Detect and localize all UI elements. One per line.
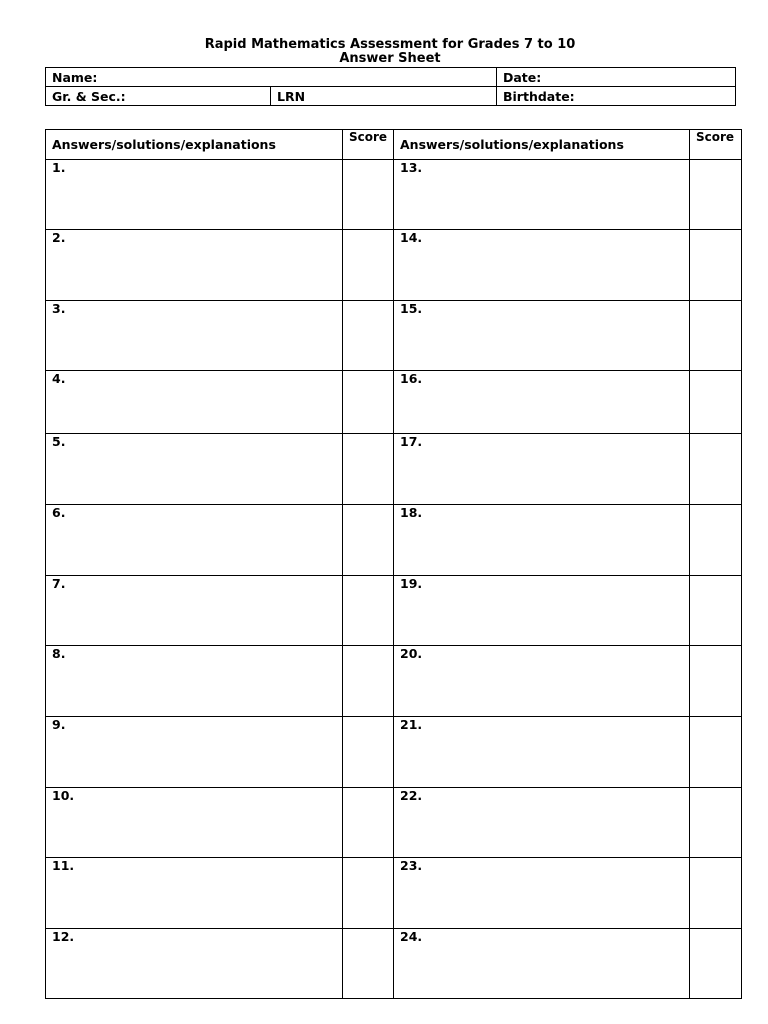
answers-column-header-right: Answers/solutions/explanations xyxy=(394,130,690,160)
answer-cell[interactable]: 17. xyxy=(394,434,690,505)
answer-row xyxy=(46,230,742,301)
answer-row xyxy=(46,929,742,999)
answer-cell[interactable]: 3. xyxy=(46,301,343,371)
score-cell[interactable] xyxy=(690,505,742,576)
answer-sheet-header-row xyxy=(46,130,742,160)
score-cell[interactable] xyxy=(690,576,742,646)
info-row-details xyxy=(46,87,736,106)
answer-cell[interactable]: 7. xyxy=(46,576,343,646)
answer-row xyxy=(46,646,742,717)
score-cell[interactable] xyxy=(343,858,394,929)
score-column-header-left: Score xyxy=(343,130,394,160)
score-column-header-right: Score xyxy=(690,130,742,160)
grade-section-field[interactable]: Gr. & Sec.: xyxy=(46,87,271,106)
score-cell[interactable] xyxy=(690,858,742,929)
answer-cell[interactable]: 13. xyxy=(394,160,690,230)
score-cell[interactable] xyxy=(343,371,394,434)
answer-cell[interactable]: 10. xyxy=(46,788,343,858)
score-cell[interactable] xyxy=(343,301,394,371)
score-cell[interactable] xyxy=(690,434,742,505)
score-cell[interactable] xyxy=(343,505,394,576)
info-row-name xyxy=(46,68,736,87)
score-cell[interactable] xyxy=(690,788,742,858)
answer-cell[interactable]: 12. xyxy=(46,929,343,999)
answer-row xyxy=(46,858,742,929)
answer-cell[interactable]: 11. xyxy=(46,858,343,929)
score-cell[interactable] xyxy=(690,646,742,717)
score-cell[interactable] xyxy=(690,301,742,371)
score-cell[interactable] xyxy=(690,160,742,230)
answer-cell[interactable]: 1. xyxy=(46,160,343,230)
answer-row xyxy=(46,788,742,858)
document-subtitle: Answer Sheet xyxy=(339,51,441,66)
answer-cell[interactable]: 18. xyxy=(394,505,690,576)
answer-sheet-table xyxy=(45,129,742,999)
student-info-table xyxy=(45,67,736,106)
score-cell[interactable] xyxy=(343,646,394,717)
answer-row xyxy=(46,371,742,434)
answer-cell[interactable]: 21. xyxy=(394,717,690,788)
score-cell[interactable] xyxy=(690,371,742,434)
answer-row xyxy=(46,160,742,230)
answer-cell[interactable]: 5. xyxy=(46,434,343,505)
answer-cell[interactable]: 6. xyxy=(46,505,343,576)
answers-column-header-left: Answers/solutions/explanations xyxy=(46,130,343,160)
answer-row xyxy=(46,505,742,576)
answer-cell[interactable]: 22. xyxy=(394,788,690,858)
birthdate-field[interactable]: Birthdate: xyxy=(497,87,736,106)
score-cell[interactable] xyxy=(343,717,394,788)
answer-cell[interactable]: 2. xyxy=(46,230,343,301)
score-cell[interactable] xyxy=(343,929,394,999)
score-cell[interactable] xyxy=(343,160,394,230)
answer-cell[interactable]: 8. xyxy=(46,646,343,717)
answer-cell[interactable]: 24. xyxy=(394,929,690,999)
answer-cell[interactable]: 23. xyxy=(394,858,690,929)
score-cell[interactable] xyxy=(690,717,742,788)
answer-row xyxy=(46,717,742,788)
document-title: Rapid Mathematics Assessment for Grades 7 to 10 xyxy=(204,37,576,52)
answer-cell[interactable]: 9. xyxy=(46,717,343,788)
score-cell[interactable] xyxy=(343,230,394,301)
answer-cell[interactable]: 19. xyxy=(394,576,690,646)
score-cell[interactable] xyxy=(690,929,742,999)
score-cell[interactable] xyxy=(343,576,394,646)
score-cell[interactable] xyxy=(343,434,394,505)
answer-row xyxy=(46,301,742,371)
answer-cell[interactable]: 16. xyxy=(394,371,690,434)
answer-row xyxy=(46,434,742,505)
date-field[interactable]: Date: xyxy=(497,68,736,87)
answer-cell[interactable]: 4. xyxy=(46,371,343,434)
answer-row xyxy=(46,576,742,646)
score-cell[interactable] xyxy=(343,788,394,858)
score-cell[interactable] xyxy=(690,230,742,301)
name-field[interactable]: Name: xyxy=(46,68,497,87)
lrn-field[interactable]: LRN xyxy=(271,87,497,106)
answer-cell[interactable]: 14. xyxy=(394,230,690,301)
answer-cell[interactable]: 15. xyxy=(394,301,690,371)
answer-cell[interactable]: 20. xyxy=(394,646,690,717)
